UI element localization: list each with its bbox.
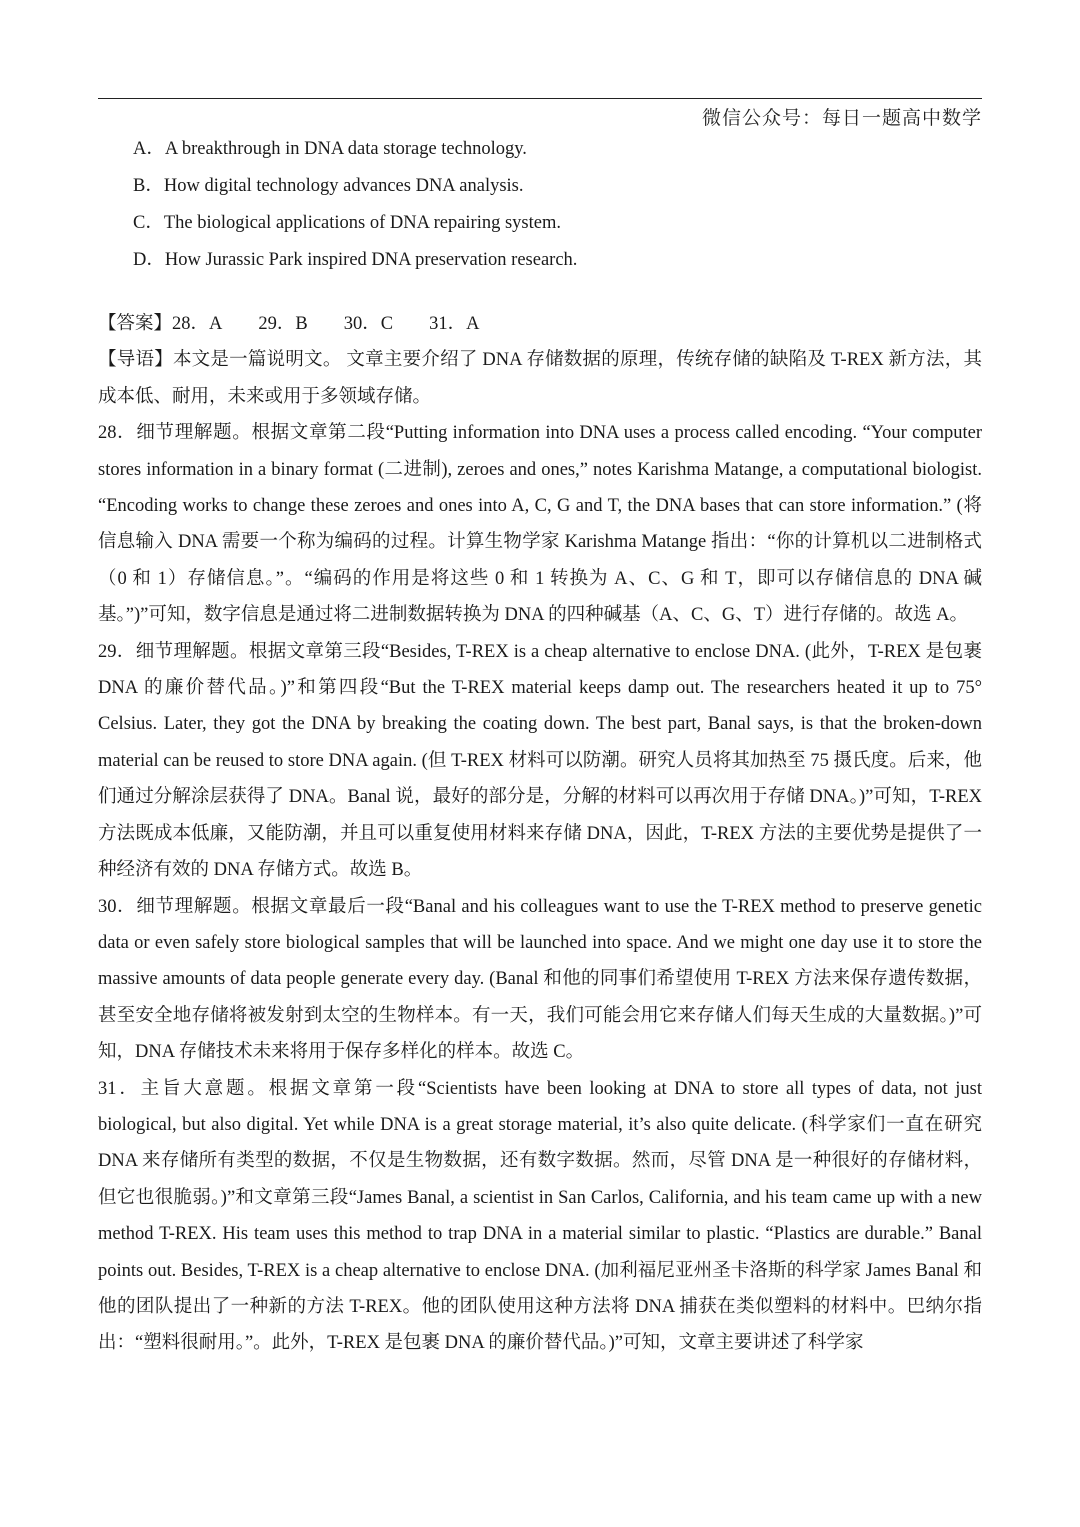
header-rule [98,98,982,99]
option-text: A breakthrough in DNA data storage technology. [164,139,527,159]
answer-key-line [98,306,982,342]
option-label: D． [133,250,165,270]
answer-key-prefix: 【答案】 [98,314,173,334]
explanation-29 [98,634,982,889]
answer-item: 28．A [172,314,223,334]
option-c [133,205,577,242]
paragraph-text: 【导语】本文是一篇说明文。 文章主要介绍了 DNA 存储数据的原理，传统存储的缺陷及 T-REX 新方法，其成本低、耐用，未来或用于多领域存储。 [98,350,982,407]
paragraph-text: 31．主旨大意题。根据文章第一段“Scientists have been looking at DNA to store all types of data, not just biological, but also digital. Yet while DNA is a great storage material, it’s also quite delicate. (科学家们一直在研究 DNA 来存储所有类型的数据，不仅是生物数据，还有数字数据。然而，尽管 DNA 是一种很好的存储材料，但它也很脆弱。)”和文章第三段“James Banal, a scientist in San Carlos, California, and his team came up with a new method T-REX. His team uses this method to trap DNA in a material similar to plastic. “Plastics are durable.” Banal points out. Besides, T-REX is a cheap alternative to enclose DNA. (加利福尼亚州圣卡洛斯的科学家 James Banal 和他的团队提出了一种新的方法 T-REX。他的团队使用这种方法将 DNA 捕获在类似塑料的材料中。巴纳尔指出：“塑料很耐用。”。此外，T-REX 是包裹 DNA 的廉价替代品。)”可知，文章主要讲述了科学家 [98,1078,982,1354]
option-a [133,131,577,168]
explanation-31 [98,1071,982,1362]
option-label: C． [133,213,164,233]
option-text: How Jurassic Park inspired DNA preservation research. [164,250,578,270]
option-b [133,168,577,205]
answer-explanation [98,306,982,1362]
paragraph-text: 29．细节理解题。根据文章第三段“Besides, T-REX is a cheap alternative to enclose DNA. (此外，T-REX 是包裹 DNA 的廉价替代品。)”和第四段“But the T-REX material keeps damp out. The researchers heated it up to 75° Celsius. Later, they got the DNA by breaking the coating down. The best part, Banal says, is that the broken-down material can be reused to store DNA again. (但 T-REX 材料可以防潮。研究人员将其加热至 75 摄氏度。后来，他们通过分解涂层获得了 DNA。Banal 说，最好的部分是，分解的材料可以再次用于存储 DNA。)”可知，T-REX 方法既成本低廉，又能防潮，并且可以重复使用材料来存储 DNA，因此，T-REX 方法的主要优势是提供了一种经济有效的 DNA 存储方式。故选 B。 [98,641,982,881]
answer-item: 30．C [343,314,394,334]
intro-paragraph [98,342,982,415]
option-label: B． [133,176,164,196]
answer-item: 29．B [258,314,308,334]
option-text: The biological applications of DNA repairing system. [163,213,561,233]
explanation-28 [98,415,982,633]
paragraph-text: 30．细节理解题。根据文章最后一段“Banal and his colleagues want to use the T-REX method to preserve genetic data or even safely store biological samples that will be launched into space. And we might one day use it to store the massive amounts of data people generate every day. (Banal 和他的同事们希望使用 T-REX 方法来保存遗传数据，甚至安全地存储将被发射到太空的生物样本。有一天，我们可能会用它来存储人们每天生成的大量数据。)”可知，DNA 存储技术未来将用于保存多样化的样本。故选 C。 [98,896,982,1063]
option-label: A． [133,139,165,159]
header-watermark-text: 微信公众号：每日一题高中数学 [701,107,982,129]
option-text: How digital technology advances DNA analysis. [163,176,524,196]
answer-item: 31．A [429,314,480,334]
paragraph-text: 28．细节理解题。根据文章第二段“Putting information into DNA uses a process called encoding. “Your computer stores information in a binary format (二进制), zeroes and ones,” notes Karishma Matange, a computational biologist. “Encoding works to change these zeroes and ones into A, C, G and T, the DNA bases that can store information.” (将信息输入 DNA 需要一个称为编码的过程。计算生物学家 Karishma Matange 指出：“你的计算机以二进制格式（0 和 1）存储信息。”。“编码的作用是将这些 0 和 1 转换为 A、C、G 和 T，即可以存储信息的 DNA 碱基。”)”可知，数字信息是通过将二进制数据转换为 DNA 的四种碱基（A、C、G、T）进行存储的。故选 A。 [98,423,982,626]
explanation-30 [98,889,982,1071]
option-d [133,242,577,279]
answer-options [133,131,577,279]
